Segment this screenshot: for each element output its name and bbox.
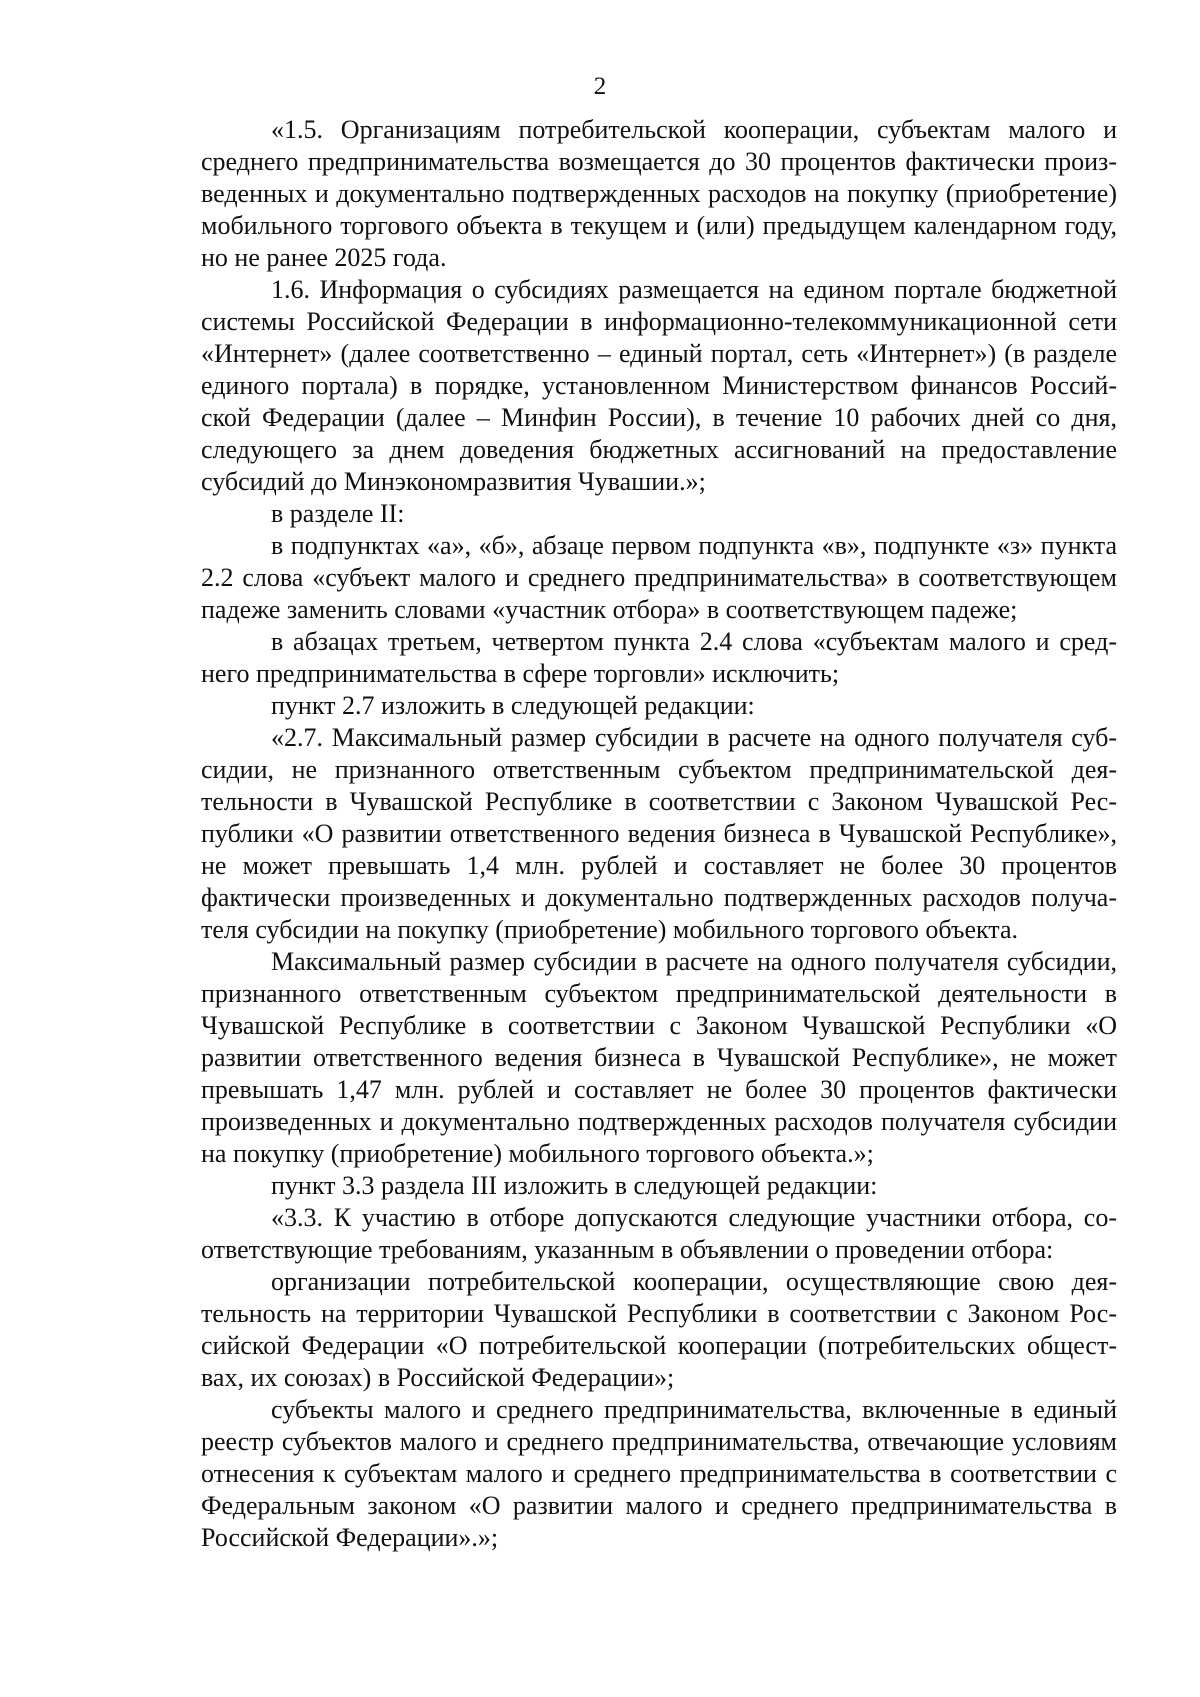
paragraph-section-ii: в разделе II: — [271, 499, 405, 528]
paragraph-2-7-text: «2.7. Максимальный размер субсидии в расчете на одного получателя субсидии, не признанного ответственным субъектом предпринимательской деятельности в Чувашской Республике в соответствии с Законом Чувашской Республики «О развитии ответственного ведения бизнеса в Чувашской Республике», не может превышать 1,4 млн. рублей и составляет не более 30 процентов фактически произведенных и документально подтвержденных расходов получателя субсидии на покупку (приобретение) мобильного торгового объекта. — [201, 723, 1117, 944]
paragraph-2-4-amendment: в абзацах третьем, четвертом пункта 2.4 слова «субъектам малого и среднего предпринимательства в сфере торговли» исключить; — [201, 627, 1117, 688]
paragraph-small-medium-business: субъекты малого и среднего предпринимательства, включенные в единый реестр субъектов малого и среднего предпринимательства, отвечающие условиям отнесения к субъектам малого и среднего предпринимательства в соответствии с Федеральным законом «О развитии малого и среднего предпринимательства в Российской Федерации».»; — [201, 1395, 1117, 1552]
paragraph-1-5: «1.5. Организациям потребительской кооперации, субъектам малого и среднего предпринимательства возмещается до 30 процентов фактически произведенных и документально подтвержденных расходов на покупку (приобретение) мобильного торгового объекта в текущем и (или) предыдущем календарном году, но не ранее 2025 года. — [201, 115, 1117, 272]
paragraph-2-2-amendment: в подпунктах «а», «б», абзаце первом подпункта «в», подпункте «з» пункта 2.2 слова «субъект малого и среднего предпринимательства» в соответствующем падеже заменить словами «участник отбора» в соответствующем падеже; — [201, 531, 1117, 624]
paragraph-3-3-text: «3.3. К участию в отборе допускаются следующие участники отбора, соответствующие требованиям, указанным в объявлении о проведении отбора: — [201, 1203, 1117, 1264]
paragraph-consumer-cooperatives: организации потребительской кооперации, осуществляющие свою деятельность на территории Чувашской Республики в соответствии с Законом Российской Федерации «О потребительской кооперации (потребительских обществах, их союзах) в Российской Федерации»; — [201, 1267, 1117, 1392]
paragraph-1-6: 1.6. Информация о субсидиях размещается на едином портале бюджетной системы Российской Федерации в информационно-телекоммуникационной сети «Интернет» (далее соответственно – единый портал, сеть «Интернет») (в разделе единого портала) в порядке, установленном Министерством финансов Российской Федерации (далее – Минфин России), в течение 10 рабочих дней со дня, следующего за днем доведения бюджетных ассигнований на предоставление субсидий до Минэкономразвития Чувашии.»; — [201, 275, 1117, 496]
paragraph-2-7-max-responsible: Максимальный размер субсидии в расчете на одного получателя субсидии, признанного ответственным субъектом предпринимательской деятельности в Чувашской Республике в соответствии с Законом Чувашской Республики «О развитии ответственного ведения бизнеса в Чувашской Республике», не может превышать 1,47 млн. рублей и составляет не более 30 процентов фактически произведенных и документально подтвержденных расходов получателя субсидии на покупку (приобретение) мобильного торгового объекта.»; — [201, 947, 1117, 1168]
page-number: 2 — [593, 73, 607, 100]
document-body — [201, 114, 1117, 1554]
paragraph-2-7-intro: пункт 2.7 изложить в следующей редакции: — [271, 691, 755, 720]
paragraph-3-3-intro: пункт 3.3 раздела III изложить в следующей редакции: — [271, 1171, 878, 1200]
